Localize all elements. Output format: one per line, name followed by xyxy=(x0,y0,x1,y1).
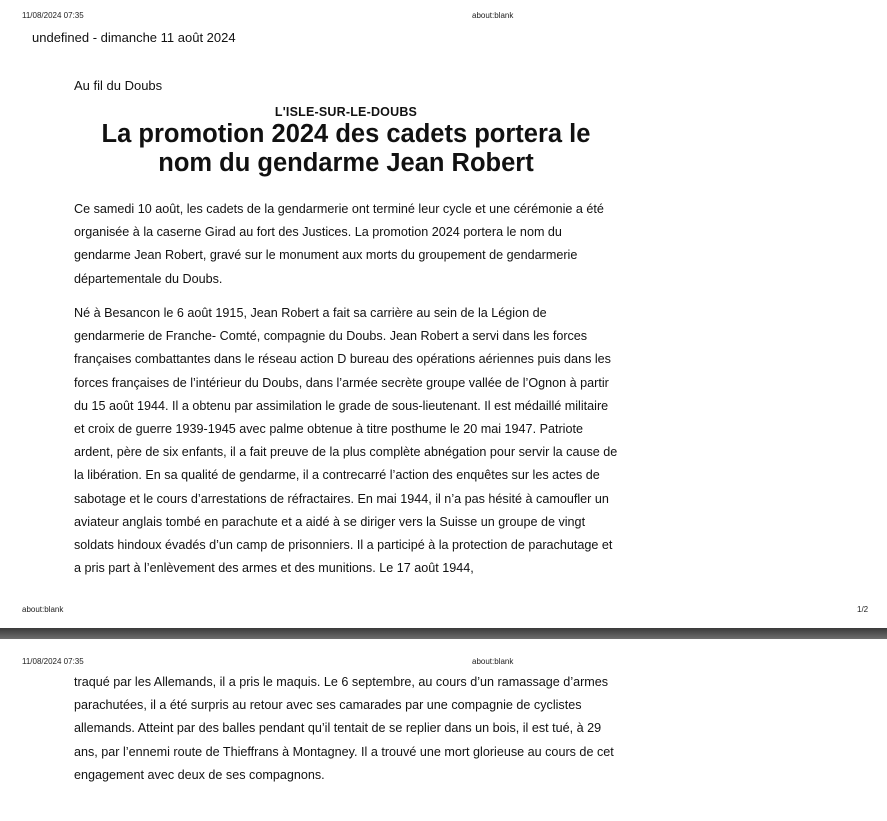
site-header: undefined - dimanche 11 août 2024 xyxy=(32,30,236,45)
print-footer-url: about:blank xyxy=(22,605,64,614)
print-header-url: about:blank xyxy=(472,11,514,20)
article-kicker: L'ISLE-SUR-LE-DOUBS xyxy=(274,105,418,119)
print-header-url: about:blank xyxy=(472,657,514,666)
article-paragraph: Ce samedi 10 août, les cadets de la gendarmerie ont terminé leur cycle et une cérémonie a été organisée à la caserne Girad au fort des Justices. La promotion 2024 portera le nom du gendarme Jean Robert, gravé sur le monument aux morts du groupement de gendarmerie départementale du Doubs. xyxy=(74,202,604,286)
page-separator xyxy=(0,628,887,639)
article-rubric: Au fil du Doubs xyxy=(74,78,163,93)
article-paragraph: traqué par les Allemands, il a pris le maquis. Le 6 septembre, au cours d’un ramassage d’armes parachutées, il a été surpris au retour avec ses camarades par une compagnie de cyclistes allemands. Atteint par des balles pendant qu’il tentait de se replier dans un bois, il est tué, à 29 ans, par l’ennemi route de Thieffrans à Montagney. Il a trouvé une mort glorieuse au cours de cet engagement avec deux de ses compagnons. xyxy=(74,675,614,782)
article-paragraph: Né à Besancon le 6 août 1915, Jean Robert a fait sa carrière au sein de la Légion de gendarmerie de Franche- Comté, compagnie du Doubs. Jean Robert a servi dans les forces françaises combattantes dans le réseau action D bureau des opérations aériennes puis dans les forces françaises de l’intérieur du Doubs, dans l’armée secrète groupe vallée de l’Ognon à partir du 15 août 1944. Il a obtenu par assimilation le grade de sous-lieutenant. Il est médaillé militaire et croix de guerre 1939-1945 avec palme obtenue à titre posthume le 20 mai 1947. Patriote ardent, père de six enfants, il a fait preuve de la plus complète abnégation pour servir la cause de la libération. En sa qualité de gendarme, il a contrecarré l’action des enquêtes sur les actes de sabotage et le cours d’arrestations de réfractaires. En mai 1944, il n’a pas hésité à camoufler un aviateur anglais tombé en parachute et a aidé à se diriger vers la Suisse un groupe de vingt soldats hindoux évadés d’un camp de prisonniers. Il a participé à la protection de parachutage et a pris part à l’enlèvement des armes et des munitions. Le 17 août 1944, xyxy=(74,306,618,576)
article-title: La promotion 2024 des cadets portera le nom du gendarme Jean Robert xyxy=(101,120,591,177)
print-header-datetime: 11/08/2024 07:35 xyxy=(22,11,84,20)
print-footer-page-indicator: 1/2 xyxy=(857,605,869,614)
print-header-datetime: 11/08/2024 07:35 xyxy=(22,657,84,666)
